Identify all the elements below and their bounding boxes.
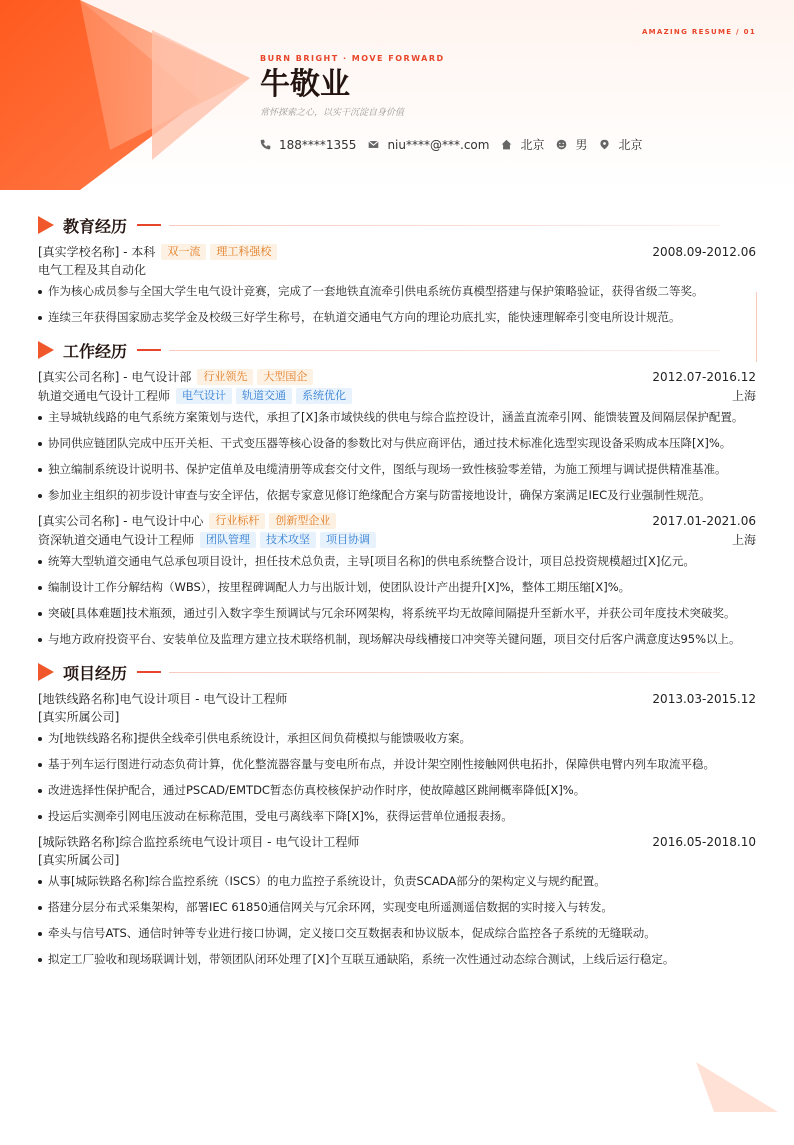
school-name: [真实学校名称] - 本科 — [38, 245, 156, 259]
list-item: 独立编制系统设计说明书、保护定值单及电缆清册等成套交付文件，图纸与现场一致性核验零差错，为施工预埋与调试提供精准基准。 — [38, 459, 756, 480]
project-header — [38, 689, 756, 708]
job-city: 上海 — [731, 389, 756, 403]
job-role-row — [38, 530, 756, 549]
triangle-bullet-icon — [38, 216, 54, 234]
section-dash — [137, 349, 161, 351]
education-header — [38, 242, 756, 261]
list-item: 拟定工厂验收和现场联调计划，带领团队闭环处理了[X]个互联互通缺陷，系统一次性通过动态综合测试，上线后运行稳定。 — [38, 949, 756, 970]
role-tag: 电气设计 — [176, 388, 232, 404]
job-date: 2012.07-2016.12 — [652, 369, 756, 384]
project-name: [地铁线路名称]电气设计项目 - 电气设计工程师 — [38, 692, 288, 706]
job-bullets — [38, 407, 756, 506]
company-tag: 行业标杆 — [209, 513, 265, 529]
job-header — [38, 367, 756, 386]
project-date: 2016.05-2018.10 — [652, 834, 756, 849]
contact-info — [260, 136, 655, 153]
company-tag: 创新型企业 — [269, 513, 336, 529]
section-title-projects — [38, 655, 756, 689]
project-name: [城际铁路名称]综合监控系统电气设计项目 - 电气设计工程师 — [38, 835, 360, 849]
project-org: [真实所属公司] — [38, 710, 120, 724]
section-dash — [137, 671, 161, 673]
list-item: 基于列车运行图进行动态负荷计算，优化整流器容量与变电所布点，并设计架空刚性接触网供电拓扑，保障供电臂内列车取流平稳。 — [38, 754, 756, 775]
section-heading: 工作经历 — [63, 341, 128, 361]
project-date: 2013.03-2015.12 — [652, 691, 756, 706]
job-header — [38, 511, 756, 530]
list-item: 协同供应链团队完成中压开关柜、干式变压器等核心设备的参数比对与供应商评估，通过技术标准化选型实现设备采购成本压降[X]%。 — [38, 433, 756, 454]
list-item: 连续三年获得国家励志奖学金及校级三好学生称号，在轨道交通电气方向的理论功底扎实，能快速理解牵引变电所设计规范。 — [38, 307, 756, 328]
section-title-education — [38, 208, 756, 242]
list-item: 统筹大型轨道交通电气总承包项目设计，担任技术总负责，主导[项目名称]的供电系统整合设计，项目总投资规模超过[X]亿元。 — [38, 551, 756, 572]
job-date: 2017.01-2021.06 — [652, 513, 756, 528]
section-heading: 教育经历 — [63, 216, 128, 236]
company-tag: 大型国企 — [257, 369, 313, 385]
list-item: 为[地铁线路名称]提供全线牵引供电系统设计，承担区间负荷模拟与能馈吸收方案。 — [38, 728, 756, 749]
list-item: 参加业主组织的初步设计审查与安全评估，依据专家意见修订绝缘配合方案与防雷接地设计，确保方案满足IEC及行业强制性规范。 — [38, 485, 756, 506]
section-divider — [169, 672, 720, 673]
school-tag: 双一流 — [161, 244, 206, 260]
gender: 男 — [575, 138, 588, 152]
job-role-row — [38, 386, 756, 405]
smile-icon — [556, 139, 567, 150]
role-tag: 项目协调 — [320, 532, 376, 548]
tagline: BURN BRIGHT · MOVE FORWARD — [260, 54, 445, 63]
mail-icon — [368, 139, 379, 150]
project-header — [38, 832, 756, 851]
list-item: 搭建分层分布式采集架构，部署IEC 61850通信网关与冗余环网，实现变电所遥测遥信数据的实时接入与转发。 — [38, 897, 756, 918]
role-tag: 团队管理 — [200, 532, 256, 548]
list-item: 作为核心成员参与全国大学生电气设计竞赛，完成了一套地铁直流牵引供电系统仿真模型搭建与保护策略验证，获得省级二等奖。 — [38, 281, 756, 302]
home-icon — [501, 139, 512, 150]
job-city: 上海 — [731, 533, 756, 547]
contact-location — [599, 136, 642, 153]
section-heading: 项目经历 — [63, 663, 128, 683]
project-org: [真实所属公司] — [38, 853, 120, 867]
job-bullets — [38, 551, 756, 650]
hometown: 北京 — [520, 138, 545, 152]
education-bullets — [38, 281, 756, 328]
footer-triangle-decoration — [690, 1060, 794, 1123]
company-name: [真实公司名称] - 电气设计中心 — [38, 514, 204, 528]
candidate-name: 牛敬业 — [260, 67, 350, 102]
list-item: 与地方政府投资平台、安装单位及监理方建立技术联络机制，现场解决母线槽接口冲突等关键问题，项目交付后客户满意度达95%以上。 — [38, 629, 756, 650]
triangle-bullet-icon — [38, 341, 54, 359]
role-tag: 技术攻坚 — [260, 532, 316, 548]
list-item: 突破[具体难题]技术瓶颈，通过引入数字孪生预调试与冗余环网架构，将系统平均无故障间隔提升至新水平，并获公司年度技术突破奖。 — [38, 603, 756, 624]
contact-gender — [556, 136, 587, 153]
list-item: 编制设计工作分解结构（WBS），按里程碑调配人力与出版计划，使团队设计产出提升[X]%，整体工期压缩[X]%。 — [38, 577, 756, 598]
company-tag: 行业领先 — [197, 369, 253, 385]
resume-page-label: AMAZING RESUME / 01 — [641, 28, 756, 36]
contact-email — [368, 138, 489, 152]
school-tag: 理工科强校 — [210, 244, 277, 260]
list-item: 牵头与信号ATS、通信时钟等专业进行接口协调，定义接口交互数据表和协议版本，促成综合监控各子系统的无缝联动。 — [38, 923, 756, 944]
major: 电气工程及其自动化 — [38, 263, 147, 277]
project-bullets — [38, 728, 756, 827]
phone-icon — [260, 139, 271, 150]
role-tag: 轨道交通 — [236, 388, 292, 404]
location-icon — [599, 139, 610, 150]
motto: 常怀探索之心，以实干沉淀自身价值 — [260, 108, 405, 118]
email-address: niu****@***.com — [387, 137, 490, 152]
list-item: 投运后实测牵引网电压波动在标称范围，受电弓离线率下降[X]%，获得运营单位通报表扬。 — [38, 806, 756, 827]
list-item: 从事[城际铁路名称]综合监控系统（ISCS）的电力监控子系统设计，负责SCADA部分的架构定义与规约配置。 — [38, 871, 756, 892]
triangle-bullet-icon — [38, 663, 54, 681]
resume-header — [260, 54, 770, 118]
contact-hometown — [501, 136, 544, 153]
contact-phone — [260, 138, 356, 152]
section-divider — [169, 225, 720, 226]
company-name: [真实公司名称] - 电气设计部 — [38, 370, 192, 384]
resume-body — [38, 204, 756, 975]
list-item: 改进选择性保护配合，通过PSCAD/EMTDC暂态仿真校核保护动作时序，使故障越区跳闸概率降低[X]%。 — [38, 780, 756, 801]
phone-number: 188****1355 — [279, 137, 357, 152]
decorative-vertical-line — [756, 292, 757, 362]
location: 北京 — [618, 138, 643, 152]
project-bullets — [38, 871, 756, 970]
role-tag: 系统优化 — [296, 388, 352, 404]
section-dash — [137, 224, 161, 226]
job-role: 轨道交通电气设计工程师 — [38, 389, 171, 403]
education-date: 2008.09-2012.06 — [652, 244, 756, 259]
section-divider — [169, 350, 720, 351]
list-item: 主导城轨线路的电气系统方案策划与迭代，承担了[X]条市域快线的供电与综合监控设计，涵盖直流牵引网、能馈装置及间隔层保护配置。 — [38, 407, 756, 428]
job-role: 资深轨道交通电气设计工程师 — [38, 533, 195, 547]
section-title-work — [38, 333, 756, 367]
